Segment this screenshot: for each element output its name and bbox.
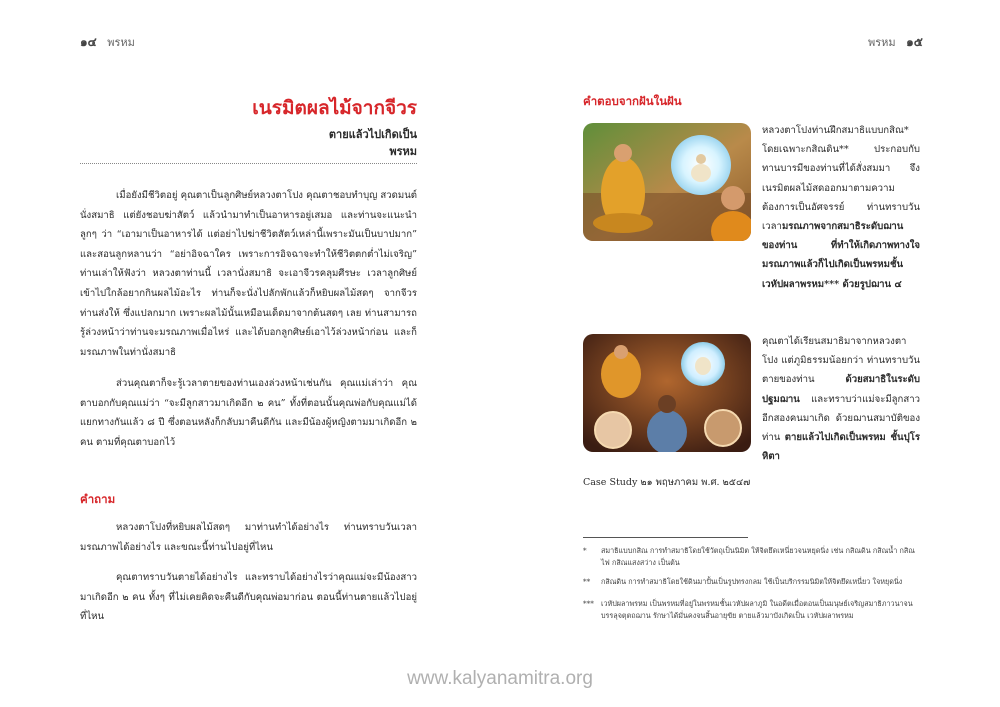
illustration-monk-meditating <box>583 123 751 241</box>
answer-2-bold-2: ตายแล้วไปเกิดเป็นพรหม ชั้นปุโรหิตา <box>762 432 920 463</box>
answer-2-bold-1: ด้วยสมาธิในระดับปฐมฌาน <box>762 374 920 405</box>
question-1: หลวงตาโปงที่หยิบผลไม้สดๆ มาท่านทำได้อย่างไร ท่านทราบวันเวลามรณภาพได้อย่างไร และขณะนี้ท่านไปอยู่ที่ไหน <box>80 522 417 553</box>
answer-1-normal: หลวงตาโปงท่านฝึกสมาธิแบบกสิณ* โดยเฉพาะกสิณดิน** ประกอบกับทานบารมีของท่านที่ได้สั่งสมมา จึงเนรมิตผลไม้สดออกมาตามความต้องการเป็นอัศจรรย์ ท่านทราบวันเวลา <box>762 125 920 233</box>
footnote-2-mark: ** <box>583 577 591 586</box>
left-running-head <box>80 33 135 52</box>
footnote-2 <box>583 576 923 588</box>
footnote-3 <box>583 598 923 622</box>
right-running-head <box>868 33 923 52</box>
story-paragraph-1: เมื่อยังมีชีวิตอยู่ คุณตาเป็นลูกศิษย์หลวงตาโปง คุณตาชอบทำบุญ สวดมนต์ นั่งสมาธิ แต่ยังชอบฆ่าสัตว์ แล้วนำมาทำเป็นอาหารอยู่เสมอ และท่านจะแนะนำลูกๆ ว่า “เอามาเป็นอาหารได้ แต่อย่าไปฆ่าชีวิตสัตว์เหล่านี้เพราะมันเป็นบาปมาก” และสอนลูกหลานว่า “อย่าอิจฉาใคร เพราะการอิจฉาจะทำให้ชีวิตตกต่ำไม่เจริญ” ท่านเล่าให้ฟังว่า หลวงตาท่านนี้ เวลานั่งสมาธิ จะเอาจีวรคลุมศีรษะ เวลาลูกศิษย์เข้าไปใกล้อยากกินผลไม้อะไร ท่านก็จะนั่งไปลักพักแล้วก็หยิบผลไม้สดๆ จากจีวรท่านส่งให้ ซึ่งแปลกมาก เพราะผลไม้นั้นเหมือนเด็ดมาจากต้นสดๆ เลย ท่านสามารถรู้ล่วงหน้าว่าท่านจะมรณภาพเมื่อไหร่ และได้บอกลูกศิษย์เอาไว้ล่วงหน้าก่อน และก็มรณภาพในท่านั่งสมาธิ <box>80 190 417 358</box>
answer-2-part-1: คุณตาได้เรียนสมาธิมาจากหลวงตาโปง แต่ภูมิธรรมน้อยกว่า ท่านทราบวันตายของท่าน <box>762 336 920 386</box>
story-title: เนรมิตผลไม้จากจีวร <box>252 97 417 119</box>
footnote-3-text: เวหัปผลาพรหม เป็นพรหมที่อยู่ในพรหมชั้นเวหัปผลาภูมิ ในอดีตเมื่อตอนเป็นมนุษย์เจริญสมาธิภาวนาจนบรรลุจตุตถฌาน รักษาได้มั่นคงจนสิ้นอายุขัย ตายแล้วมาบังเกิดเป็น เวหัปผลาพรหม <box>601 599 913 620</box>
case-study-date: Case Study ๒๑ พฤษภาคม พ.ศ. ๒๕๔๗ <box>583 477 751 488</box>
story-paragraph-2: ส่วนคุณตาก็จะรู้เวลาตายของท่านเองล่วงหน้าเช่นกัน คุณแม่เล่าว่า คุณตาบอกกับคุณแม่ว่า “จะมีลูกสาวมาเกิดอีก ๒ คน” ทั้งที่ตอนนั้นคุณพ่อกับคุณแม่ได้แยกทางกันแล้ว ๘ ปี ซึ่งตอนหลังก็กลับมาคืนดีกัน และมีน้องผู้หญิงตามมาเกิดอีก ๒ คน ตามที่คุณตาบอกไว้ <box>80 378 417 448</box>
answer-1 <box>762 121 920 294</box>
answer-1-bold: มรณภาพจากสมาธิระดับฌานของท่าน ที่ทำให้เกิดภาพทางใจมรณภาพแล้วก็ไปเกิดเป็นพรหมชั้นเวหัปผลาพรหม*** ด้วยรูปฌาน ๔ <box>762 221 920 290</box>
answer-2 <box>762 332 920 466</box>
footnote-1-mark: * <box>583 546 587 555</box>
dotted-divider <box>80 163 417 164</box>
question-heading: คำถาม <box>80 492 116 506</box>
story-subtitle <box>80 126 417 160</box>
left-running-head-text: พรหม <box>107 36 135 49</box>
subtitle-line-2: พรหม <box>389 145 417 158</box>
website-footer: www.kalyanamitra.org <box>407 668 593 689</box>
subtitle-line-1: ตายแล้วไปเกิดเป็น <box>328 128 417 141</box>
footnote-3-mark: *** <box>583 599 594 608</box>
answer-heading: คำตอบจากฝันในฝัน <box>583 94 682 108</box>
right-running-head-text: พรหม <box>868 36 896 49</box>
question-2: คุณตาทราบวันตายได้อย่างไร และทราบได้อย่างไรว่าคุณแม่จะมีน้องสาวมาเกิดอีก ๒ คน ทั้งๆ ที่ไม่เคยคิดจะคืนดีกับคุณพ่อมาก่อน ตอนนี้ท่านตายแล้วไปอยู่ที่ไหน <box>80 572 417 623</box>
footnote-1 <box>583 545 923 569</box>
answer-2-part-2: และทราบว่าแม่จะมีลูกสาวอีกสองคนมาเกิด ด้วยฌานสมาบัติของท่าน <box>762 393 920 444</box>
footnote-1-text: สมาธิแบบกสิณ การทำสมาธิโดยใช้วัตถุเป็นนิมิต ให้จิตยึดเหนี่ยวจนหยุดนิ่ง เช่น กสิณดิน กสิณน้ำ กสิณไฟ กสิณแสงสว่าง เป็นต้น <box>601 546 915 567</box>
left-page-number: ๑๔ <box>80 35 97 49</box>
right-page-number: ๑๕ <box>906 35 923 49</box>
illustration-grandfather-story <box>583 334 751 452</box>
footnote-divider <box>583 537 748 538</box>
footnote-2-text: กสิณดิน การทำสมาธิโดยใช้ดินมาปั้นเป็นรูปทรงกลม ใช้เป็นบริกรรมนิมิตให้จิตยึดเหนี่ยว ใจหยุดนิ่ง <box>601 577 903 586</box>
